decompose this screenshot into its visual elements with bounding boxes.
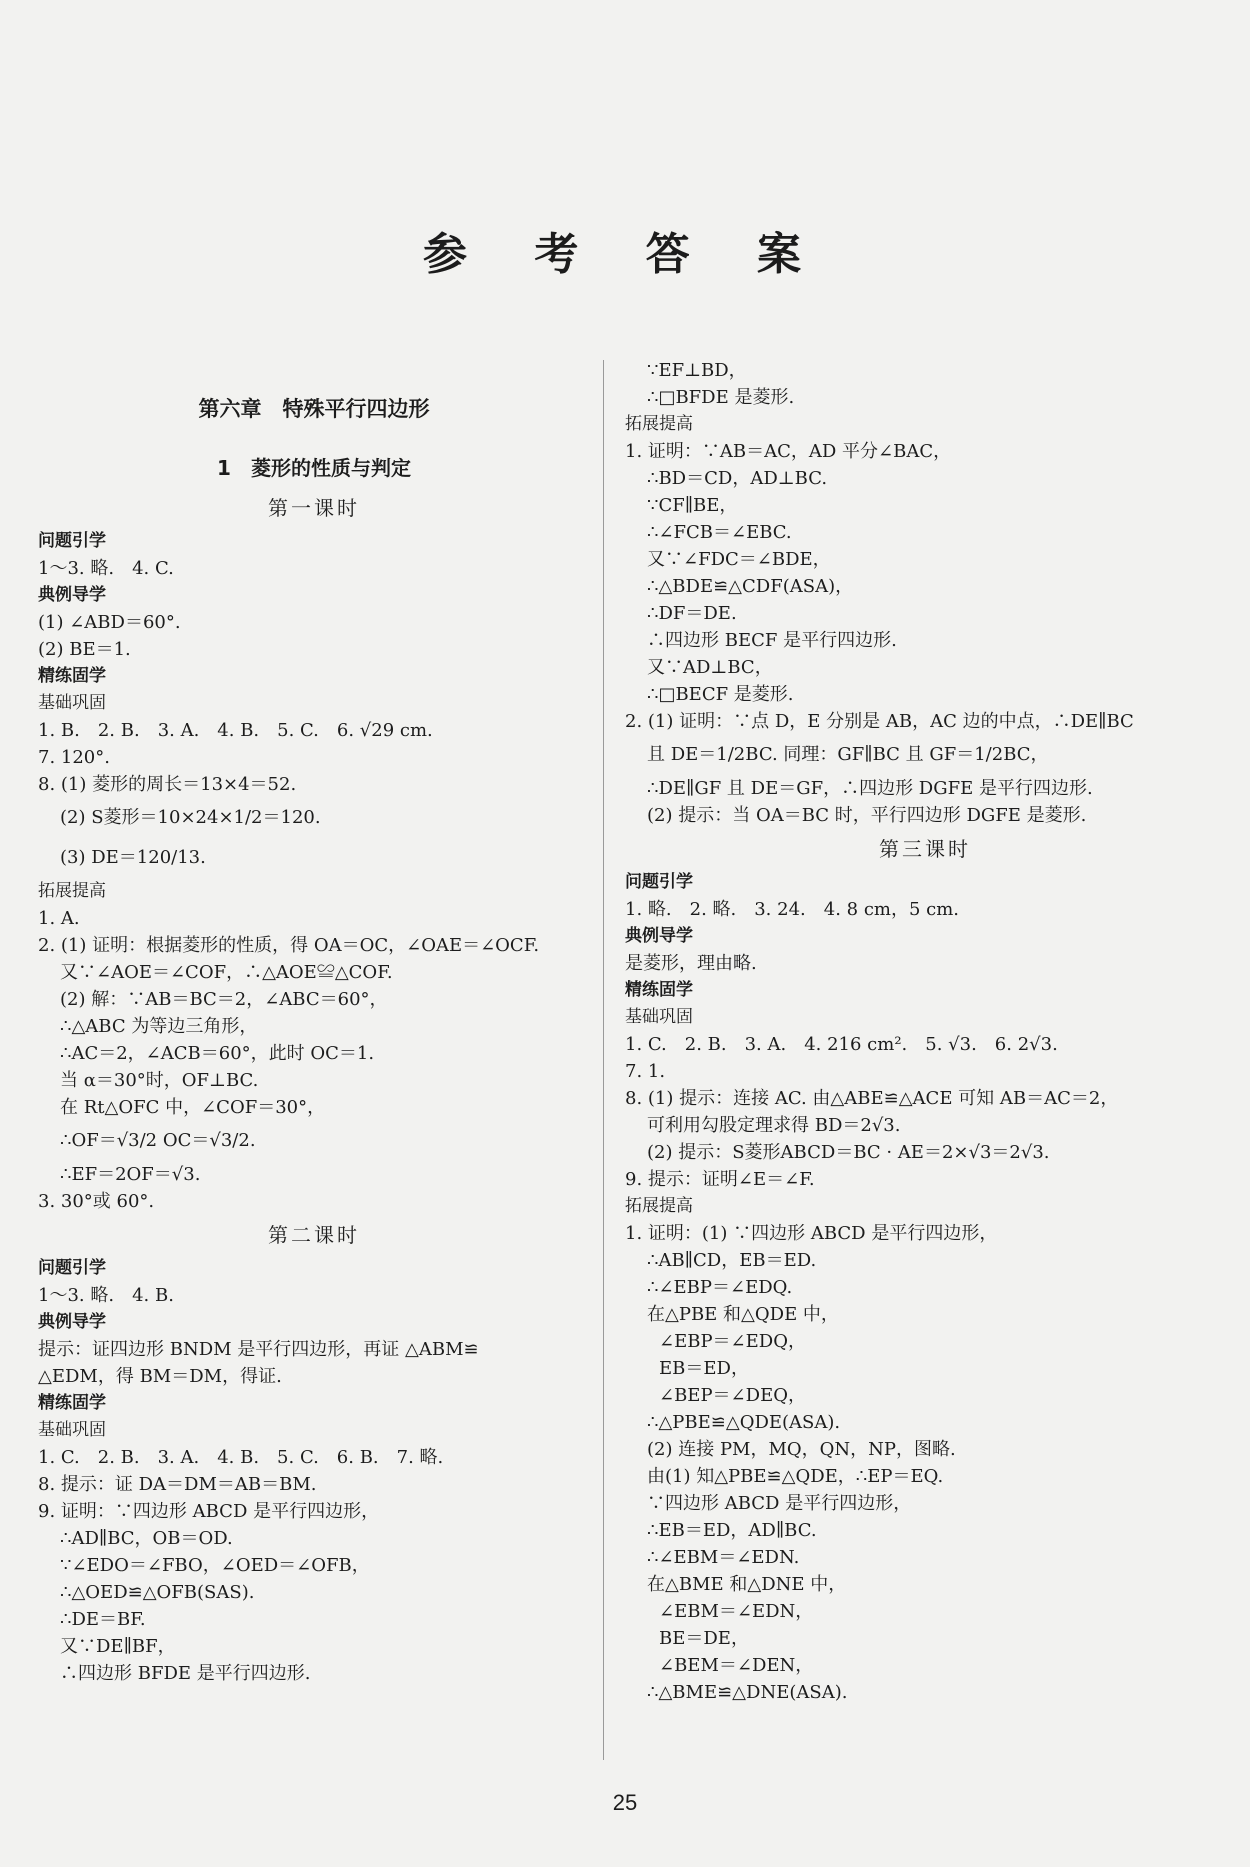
answer-line: ∴AB∥CD，EB＝ED.	[647, 1250, 817, 1271]
answer-line: ∵CF∥BE，	[647, 495, 738, 516]
answer-line: 当 α＝30°时，OF⊥BC.	[60, 1070, 259, 1091]
answer-line: (1) ∠ABD＝60°.	[38, 612, 181, 633]
answer-line: ∠BEP＝∠DEQ，	[659, 1385, 806, 1406]
answer-line: 又∵DE∥BF，	[60, 1636, 176, 1657]
answer-line: 8. (1) 提示：连接 AC. 由△ABE≌△ACE 可知 AB＝AC＝2，	[625, 1088, 1119, 1109]
answer-line: 1. C. 2. B. 3. A. 4. B. 5. C. 6. B. 7. 略.	[38, 1447, 444, 1468]
answer-line: 9. 证明：∵四边形 ABCD 是平行四边形，	[38, 1501, 380, 1522]
answer-line: ∴EF＝2OF＝√3.	[60, 1164, 201, 1185]
answer-line: ∠EBM＝∠EDN，	[659, 1601, 814, 1622]
answer-line: 由(1) 知△PBE≌△QDE，∴EP＝EQ.	[647, 1466, 944, 1487]
answer-line: ∴∠FCB＝∠EBC.	[647, 522, 792, 543]
answer-line: ∴AD∥BC，OB＝OD.	[60, 1528, 233, 1549]
answer-line: ∴EB＝ED，AD∥BC.	[647, 1520, 817, 1541]
answer-line: ∵四边形 ABCD 是平行四边形，	[647, 1493, 912, 1514]
column-divider	[603, 360, 604, 1760]
answer-line: ∴△PBE≌△QDE(ASA).	[647, 1412, 841, 1433]
answer-line: ∴OF＝√3/2 OC＝√3/2.	[60, 1130, 256, 1151]
answer-line: 又∵AD⊥BC，	[647, 657, 773, 678]
answer-line: ∴△BME≌△DNE(ASA).	[647, 1682, 848, 1703]
block-heading: 精练固学	[38, 1393, 106, 1413]
answer-line: (2) S菱形＝10×24×1/2＝120.	[60, 807, 321, 828]
lesson-heading: 第二课时	[268, 1223, 360, 1247]
answer-line: (2) BE＝1.	[38, 639, 131, 660]
answer-line: ∴AC＝2，∠ACB＝60°，此时 OC＝1.	[60, 1043, 375, 1064]
answer-line: △EDM，得 BM＝DM，得证.	[38, 1366, 282, 1387]
answer-line: EB＝ED，	[659, 1358, 749, 1379]
answer-line: ∴DE∥GF 且 DE＝GF，∴四边形 DGFE 是平行四边形.	[647, 778, 1093, 799]
page-number: 25	[612, 1790, 638, 1815]
answer-line: 7. 1.	[625, 1061, 666, 1082]
sub-heading: 基础巩固	[625, 1007, 693, 1027]
answer-line: ∴∠EBP＝∠EDQ.	[647, 1277, 793, 1298]
right-column	[625, 357, 1225, 1706]
answer-line: ∴∠EBM＝∠EDN.	[647, 1547, 800, 1568]
answer-line: (2) 提示：S菱形ABCD＝BC · AE＝2×√3＝2√3.	[647, 1142, 1050, 1163]
block-heading: 问题引学	[38, 1258, 106, 1278]
chapter-heading: 第六章 特殊平行四边形	[198, 397, 430, 421]
answer-line: 1～3. 略. 4. B.	[38, 1285, 174, 1306]
answer-line: ∴△OED≌△OFB(SAS).	[60, 1582, 255, 1603]
answer-line: (2) 提示：当 OA＝BC 时，平行四边形 DGFE 是菱形.	[647, 805, 1087, 826]
sub-heading: 基础巩固	[38, 693, 106, 713]
answer-line: BE＝DE，	[659, 1628, 749, 1649]
answer-line: ∵∠EDO＝∠FBO，∠OED＝∠OFB，	[60, 1555, 370, 1576]
answer-line: ∵EF⊥BD，	[647, 360, 747, 381]
answer-line: 在 Rt△OFC 中，∠COF＝30°，	[60, 1097, 326, 1118]
answer-line: 1～3. 略. 4. C.	[38, 558, 174, 579]
block-heading: 问题引学	[625, 872, 693, 892]
answer-line: ∴△ABC 为等边三角形，	[60, 1016, 258, 1037]
answer-line: ∴BD＝CD，AD⊥BC.	[647, 468, 828, 489]
answer-line: ∴DF＝DE.	[647, 603, 737, 624]
block-heading: 典例导学	[625, 926, 693, 946]
answer-line: ∴△BDE≌△CDF(ASA)，	[647, 576, 854, 597]
answer-line: ∠BEM＝∠DEN，	[659, 1655, 814, 1676]
answer-line: 1. A.	[38, 908, 80, 929]
answer-line: 又∵∠AOE＝∠COF，∴△AOE≌△COF.	[60, 962, 393, 983]
section-heading: 1 菱形的性质与判定	[217, 456, 411, 480]
block-heading: 问题引学	[38, 531, 106, 551]
sub-heading: 基础巩固	[38, 1420, 106, 1440]
answer-line: 提示：证四边形 BNDM 是平行四边形，再证 △ABM≌	[38, 1339, 479, 1360]
answer-line: ∴□BFDE 是菱形.	[647, 387, 795, 408]
answer-line: 7. 120°.	[38, 747, 110, 768]
sub-heading: 拓展提高	[625, 414, 693, 434]
answer-line: 2. (1) 证明：根据菱形的性质，得 OA＝OC，∠OAE＝∠OCF.	[38, 935, 540, 956]
lesson-heading: 第一课时	[268, 496, 360, 520]
lesson-heading: 第三课时	[879, 837, 971, 861]
answer-line: 是菱形，理由略.	[625, 953, 757, 974]
block-heading: 精练固学	[38, 666, 106, 686]
answer-line: ∴四边形 BFDE 是平行四边形.	[60, 1663, 311, 1684]
answer-line: 8. 提示：证 DA＝DM＝AB＝BM.	[38, 1474, 317, 1495]
answer-line: 且 DE＝1/2BC. 同理：GF∥BC 且 GF＝1/2BC，	[647, 744, 1049, 765]
answer-line: 在△PBE 和△QDE 中，	[647, 1304, 839, 1325]
answer-line: (2) 连接 PM，MQ，QN，NP，图略.	[647, 1439, 956, 1460]
answer-line: ∴□BECF 是菱形.	[647, 684, 794, 705]
answer-line: (2) 解：∵AB＝BC＝2，∠ABC＝60°，	[60, 989, 388, 1010]
answer-line: 9. 提示：证明∠E＝∠F.	[625, 1169, 815, 1190]
answer-line: 1. 证明：∵AB＝AC，AD 平分∠BAC，	[625, 441, 952, 462]
answer-line: 1. 略. 2. 略. 3. 24. 4. 8 cm，5 cm.	[625, 899, 960, 920]
answer-line: 3. 30°或 60°.	[38, 1191, 155, 1212]
sub-heading: 拓展提高	[38, 881, 106, 901]
block-heading: 典例导学	[38, 1312, 106, 1332]
sub-heading: 拓展提高	[625, 1196, 693, 1216]
page-title: 参 考 答 案	[423, 229, 827, 280]
answer-line: 2. (1) 证明：∵点 D，E 分别是 AB，AC 边的中点，∴DE∥BC	[625, 711, 1134, 732]
answer-line: 又∵∠FDC＝∠BDE，	[647, 549, 831, 570]
answer-line: 可利用勾股定理求得 BD＝2√3.	[647, 1115, 901, 1136]
answer-line: ∴四边形 BECF 是平行四边形.	[647, 630, 897, 651]
answer-line: (3) DE＝120/13.	[60, 847, 206, 868]
block-heading: 精练固学	[625, 980, 693, 1000]
answer-line: ∴DE＝BF.	[60, 1609, 146, 1630]
answer-line: ∠EBP＝∠EDQ，	[659, 1331, 806, 1352]
answer-line: 1. B. 2. B. 3. A. 4. B. 5. C. 6. √29 cm.	[38, 720, 433, 741]
answer-line: 1. C. 2. B. 3. A. 4. 216 cm². 5. √3. 6. 2√3.	[625, 1034, 1058, 1055]
answer-line: 在△BME 和△DNE 中，	[647, 1574, 847, 1595]
left-column	[38, 390, 590, 1687]
answer-line: 1. 证明：(1) ∵四边形 ABCD 是平行四边形，	[625, 1223, 998, 1244]
answer-line: 8. (1) 菱形的周长＝13×4＝52.	[38, 774, 297, 795]
block-heading: 典例导学	[38, 585, 106, 605]
